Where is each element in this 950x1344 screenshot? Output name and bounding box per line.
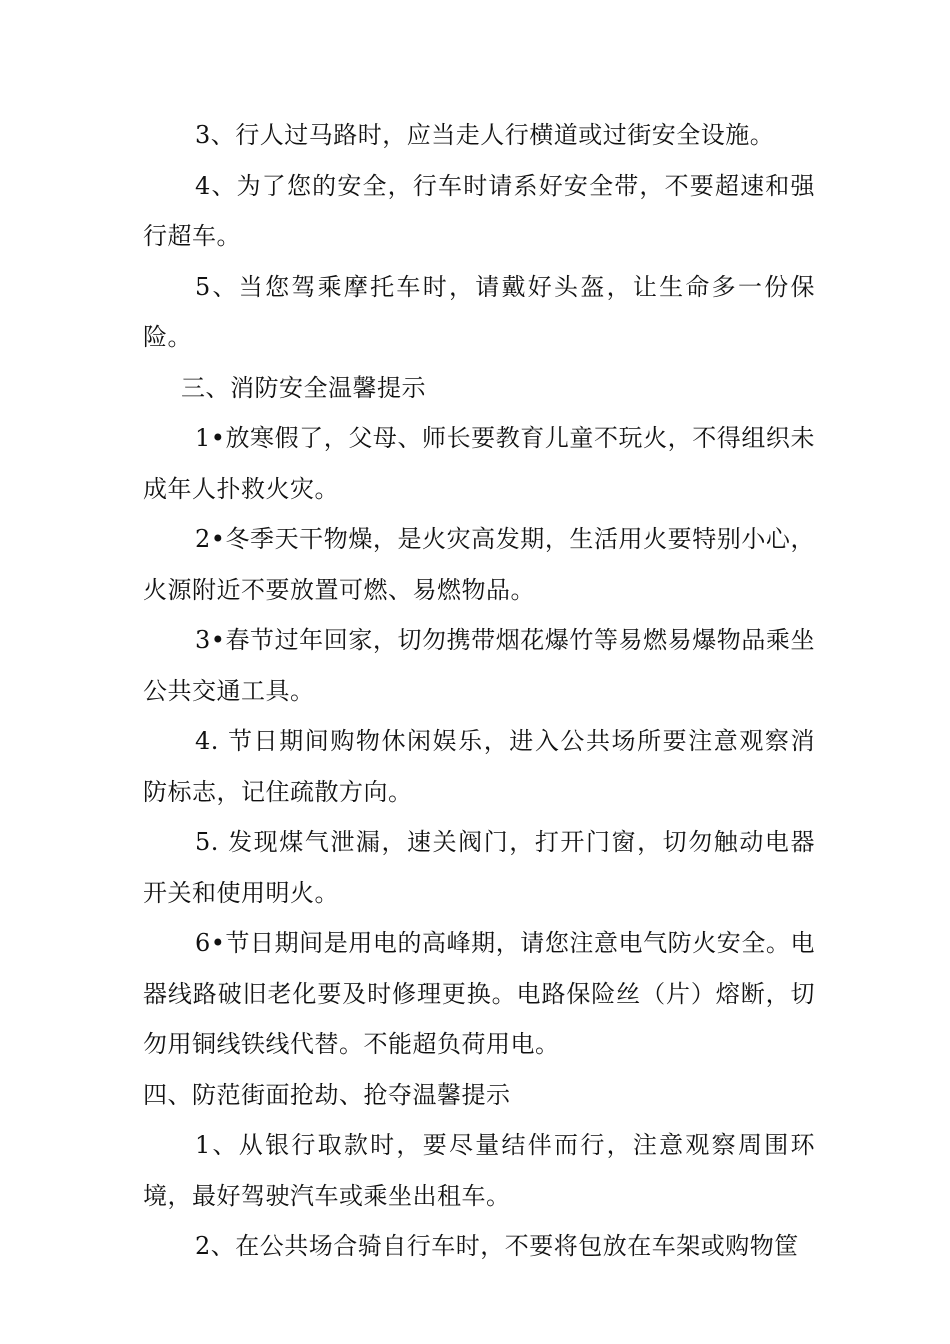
- paragraph-robbery-2: 2、在公共场合骑自行车时，不要将包放在车架或购物筐: [195, 1232, 799, 1260]
- paragraph-fire-5: 5. 发现煤气泄漏，速关阀门，打开门窗，切勿触动电器开关和使用明火。: [143, 828, 815, 907]
- section-heading-fire-safety: 三、消防安全温馨提示: [181, 373, 426, 402]
- paragraph-fire-6: 6•节日期间是用电的高峰期，请您注意电气防火安全。电器线路破旧老化要及时修理更换。电路保险丝（片）熔断，切勿用铜线铁线代替。不能超负荷用电。: [143, 929, 815, 1058]
- paragraph-robbery-1: 1、从银行取款时，要尽量结伴而行，注意观察周围环境，最好驾驶汽车或乘坐出租车。: [143, 1131, 815, 1210]
- section-heading-robbery-prevention: 四、防范街面抢劫、抢夺温馨提示: [143, 1080, 511, 1109]
- paragraph-traffic-5: 5、当您驾乘摩托车时，请戴好头盔，让生命多一份保险。: [143, 272, 815, 351]
- paragraph-traffic-3: 3、行人过马路时，应当走人行横道或过街安全设施。: [195, 121, 775, 149]
- paragraph-fire-1: 1•放寒假了，父母、师长要教育儿童不玩火，不得组织未成年人扑救火灾。: [143, 424, 815, 503]
- paragraph-fire-2: 2•冬季天干物燥，是火灾高发期，生活用火要特别小心，火源附近不要放置可燃、易燃物品。: [143, 525, 815, 604]
- document-body: [143, 110, 815, 1272]
- paragraph-traffic-4: 4、为了您的安全，行车时请系好安全带，不要超速和强行超车。: [143, 171, 815, 250]
- paragraph-fire-3: 3•春节过年回家，切勿携带烟花爆竹等易燃易爆物品乘坐公共交通工具。: [143, 626, 815, 705]
- paragraph-fire-4: 4. 节日期间购物休闲娱乐，进入公共场所要注意观察消防标志，记住疏散方向。: [143, 727, 815, 806]
